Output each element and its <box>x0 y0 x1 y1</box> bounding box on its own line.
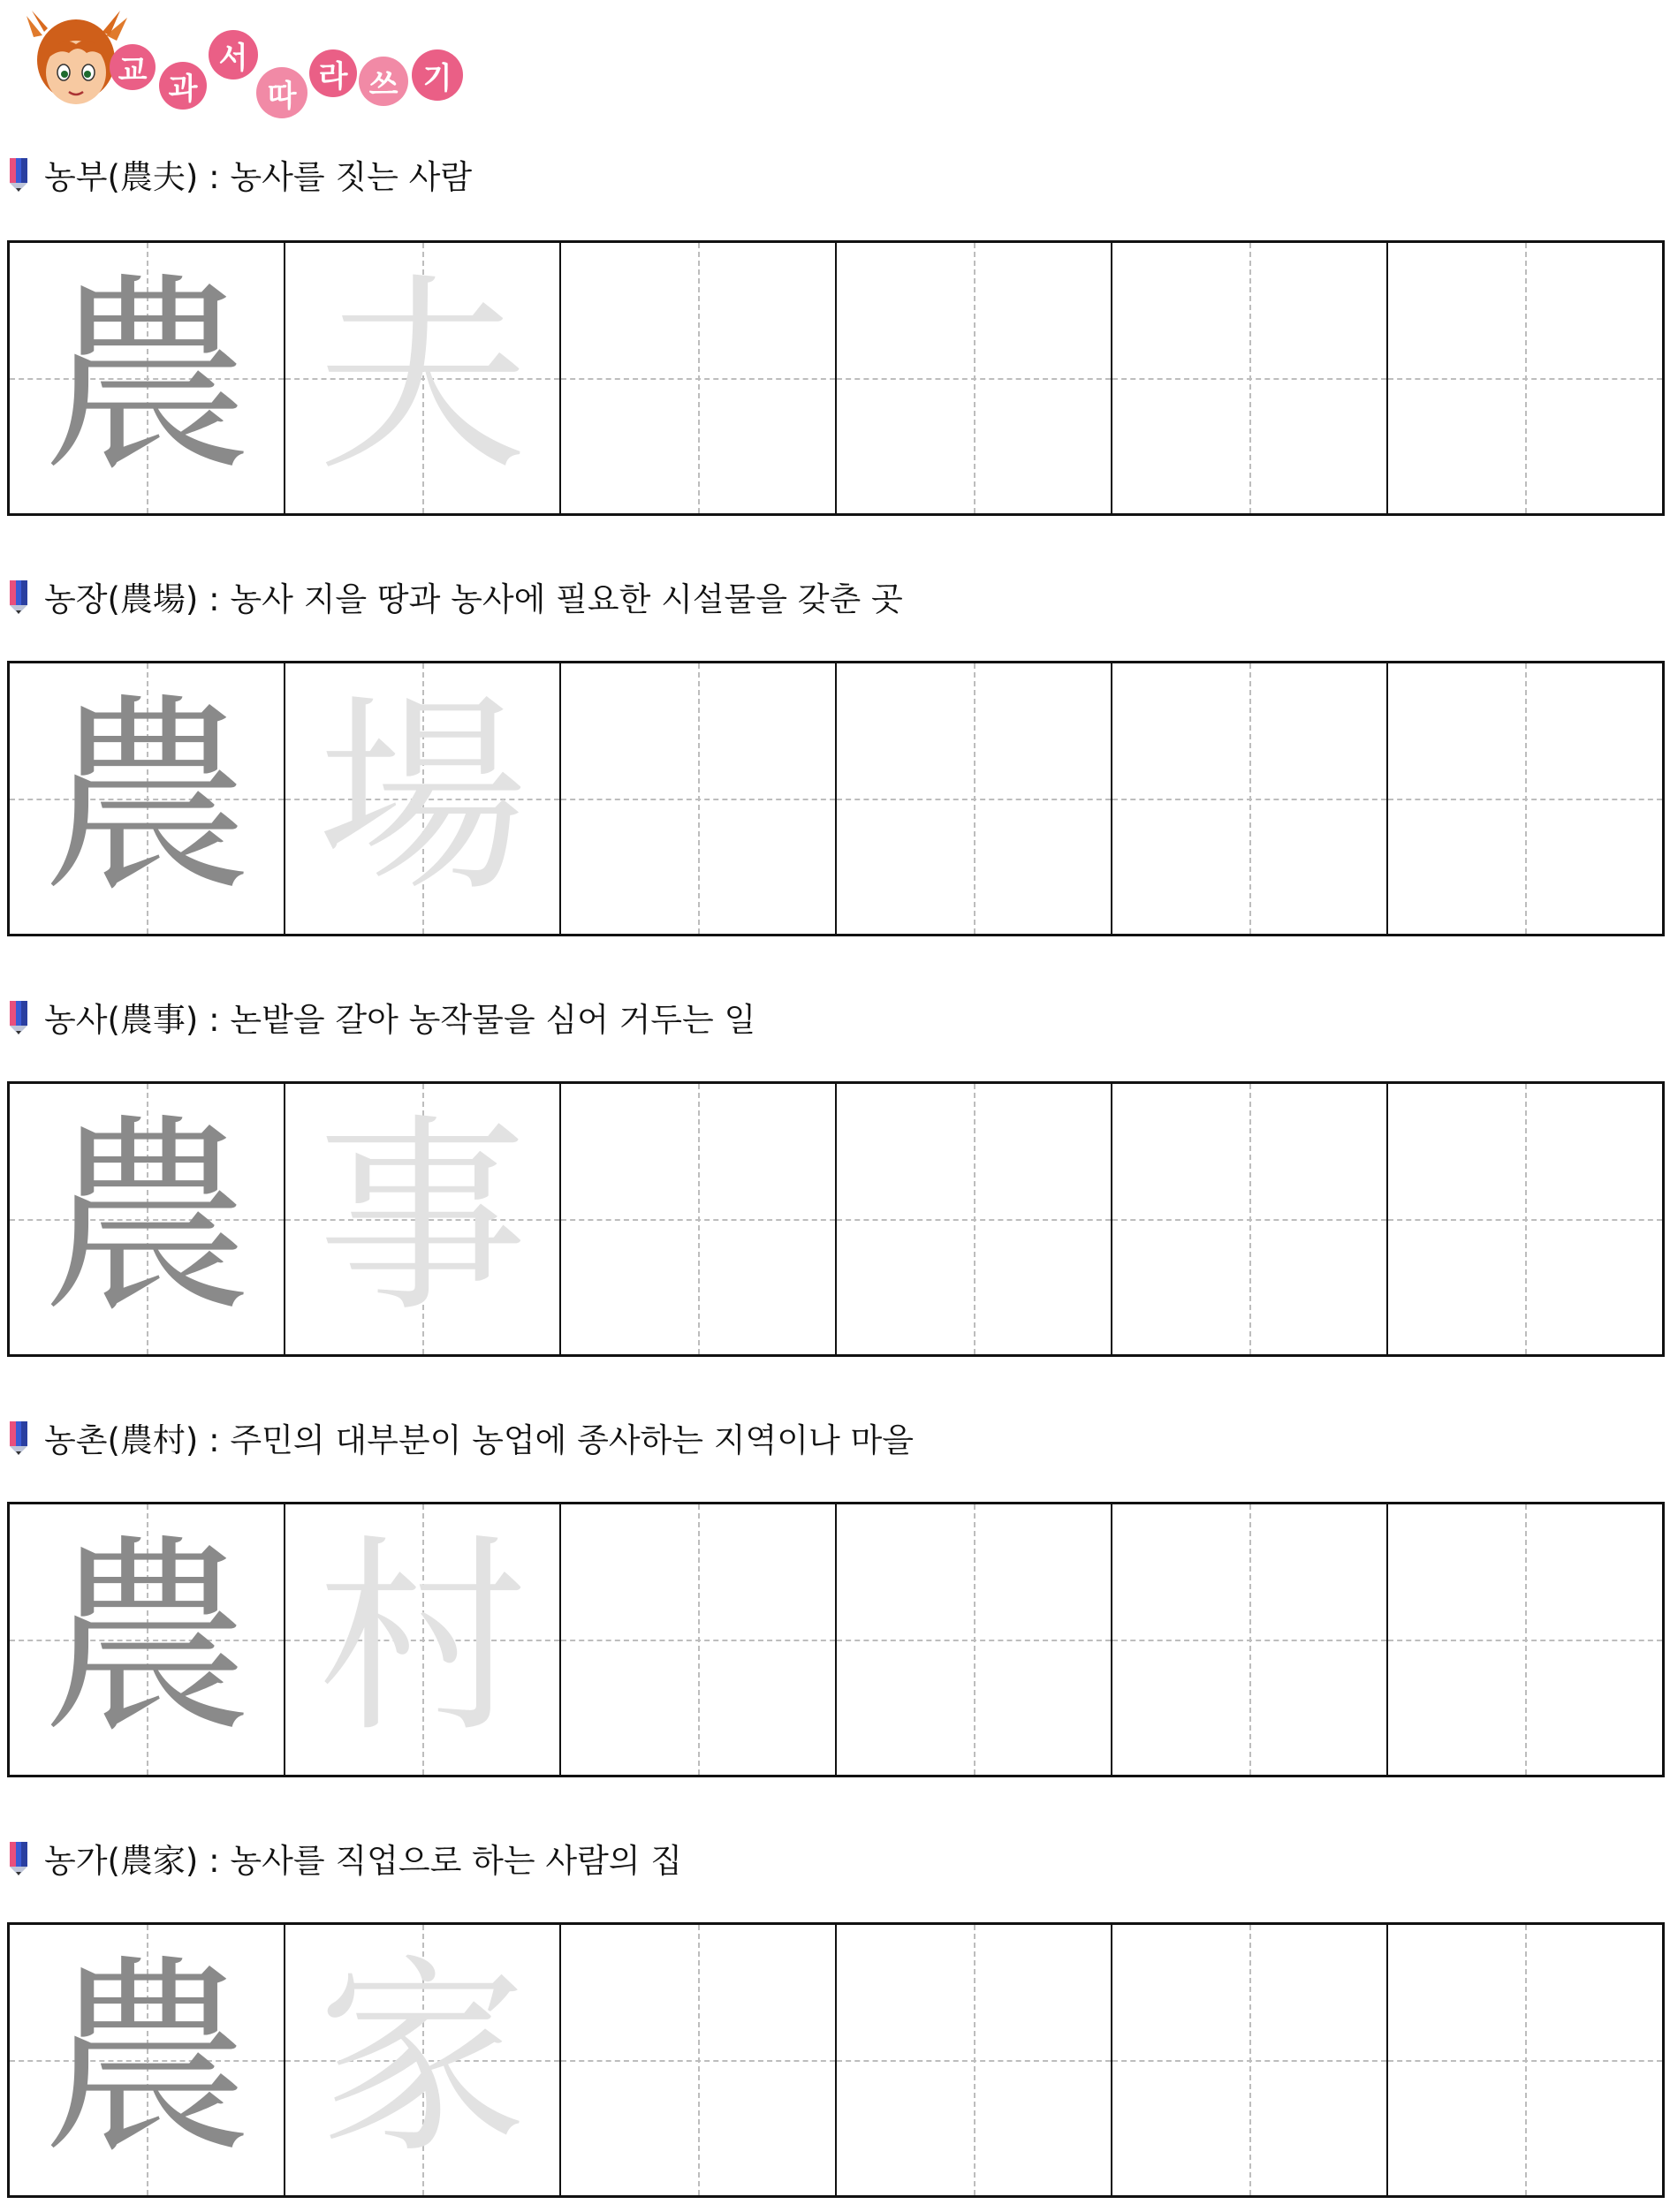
blank-cell[interactable] <box>1388 1504 1662 1775</box>
logo-bubble-1: 교 <box>110 44 156 90</box>
model-cell <box>10 663 285 934</box>
pencil-icon <box>7 1840 30 1875</box>
word-heading <box>7 1836 682 1880</box>
blank-cell[interactable] <box>1112 1504 1388 1775</box>
blank-cell[interactable] <box>1388 1925 1662 2195</box>
trace-cell <box>285 1925 561 2195</box>
writing-grid <box>7 661 1665 936</box>
word-heading <box>7 1415 914 1459</box>
model-char: 農 <box>42 1517 252 1761</box>
pencil-icon <box>7 1420 30 1455</box>
model-cell <box>10 1925 285 2195</box>
writing-grid <box>7 1081 1665 1357</box>
model-char: 農 <box>42 676 252 920</box>
blank-cell[interactable] <box>1112 243 1388 513</box>
model-cell <box>10 243 285 513</box>
blank-cell[interactable] <box>837 663 1112 934</box>
blank-cell[interactable] <box>1112 1084 1388 1354</box>
trace-cell <box>285 663 561 934</box>
writing-grid <box>7 1922 1665 2198</box>
blank-cell[interactable] <box>561 1084 837 1354</box>
word-heading <box>7 995 755 1039</box>
blank-cell[interactable] <box>837 1504 1112 1775</box>
trace-cell <box>285 243 561 513</box>
pencil-icon <box>7 579 30 614</box>
writing-grid <box>7 1502 1665 1777</box>
trace-cell <box>285 1504 561 1775</box>
trace-char: 夫 <box>317 255 528 500</box>
word-label: 농사(農事) : 논밭을 갈아 농작물을 심어 거두는 일 <box>44 1001 756 1039</box>
word-heading <box>7 574 903 618</box>
blank-cell[interactable] <box>1112 1925 1388 2195</box>
blank-cell[interactable] <box>1388 1084 1662 1354</box>
writing-grid <box>7 240 1665 516</box>
trace-char: 家 <box>317 1937 528 2182</box>
word-heading <box>7 152 472 196</box>
model-char: 農 <box>42 255 252 500</box>
model-cell <box>10 1504 285 1775</box>
blank-cell[interactable] <box>837 243 1112 513</box>
logo-bubble-2: 과 <box>159 62 207 110</box>
blank-cell[interactable] <box>1112 663 1388 934</box>
logo-bubble-5: 라 <box>309 49 357 97</box>
trace-char: 村 <box>317 1517 528 1761</box>
blank-cell[interactable] <box>561 663 837 934</box>
blank-cell[interactable] <box>1388 663 1662 934</box>
blank-cell[interactable] <box>837 1084 1112 1354</box>
word-label: 농장(農場) : 농사 지을 땅과 농사에 필요한 시설물을 갖춘 곳 <box>44 580 903 618</box>
pencil-icon <box>7 156 30 192</box>
trace-cell <box>285 1084 561 1354</box>
logo-bubble-6: 쓰 <box>359 57 408 106</box>
blank-cell[interactable] <box>561 1504 837 1775</box>
trace-char: 場 <box>317 676 528 920</box>
blank-cell[interactable] <box>561 243 837 513</box>
logo-bubble-3: 서 <box>209 30 258 80</box>
blank-cell[interactable] <box>1388 243 1662 513</box>
pencil-icon <box>7 999 30 1034</box>
word-label: 농촌(農村) : 주민의 대부분이 농업에 종사하는 지역이나 마을 <box>44 1421 915 1459</box>
model-char: 農 <box>42 1096 252 1341</box>
model-cell <box>10 1084 285 1354</box>
blank-cell[interactable] <box>561 1925 837 2195</box>
trace-char: 事 <box>317 1096 528 1341</box>
word-label: 농부(農夫) : 농사를 짓는 사람 <box>44 158 473 196</box>
model-char: 農 <box>42 1937 252 2182</box>
logo-bubble-4: 따 <box>256 67 307 118</box>
blank-cell[interactable] <box>837 1925 1112 2195</box>
logo-bubble-7: 기 <box>412 49 463 101</box>
word-label: 농가(農家) : 농사를 직업으로 하는 사람의 집 <box>44 1842 683 1880</box>
header-logo <box>25 5 484 120</box>
